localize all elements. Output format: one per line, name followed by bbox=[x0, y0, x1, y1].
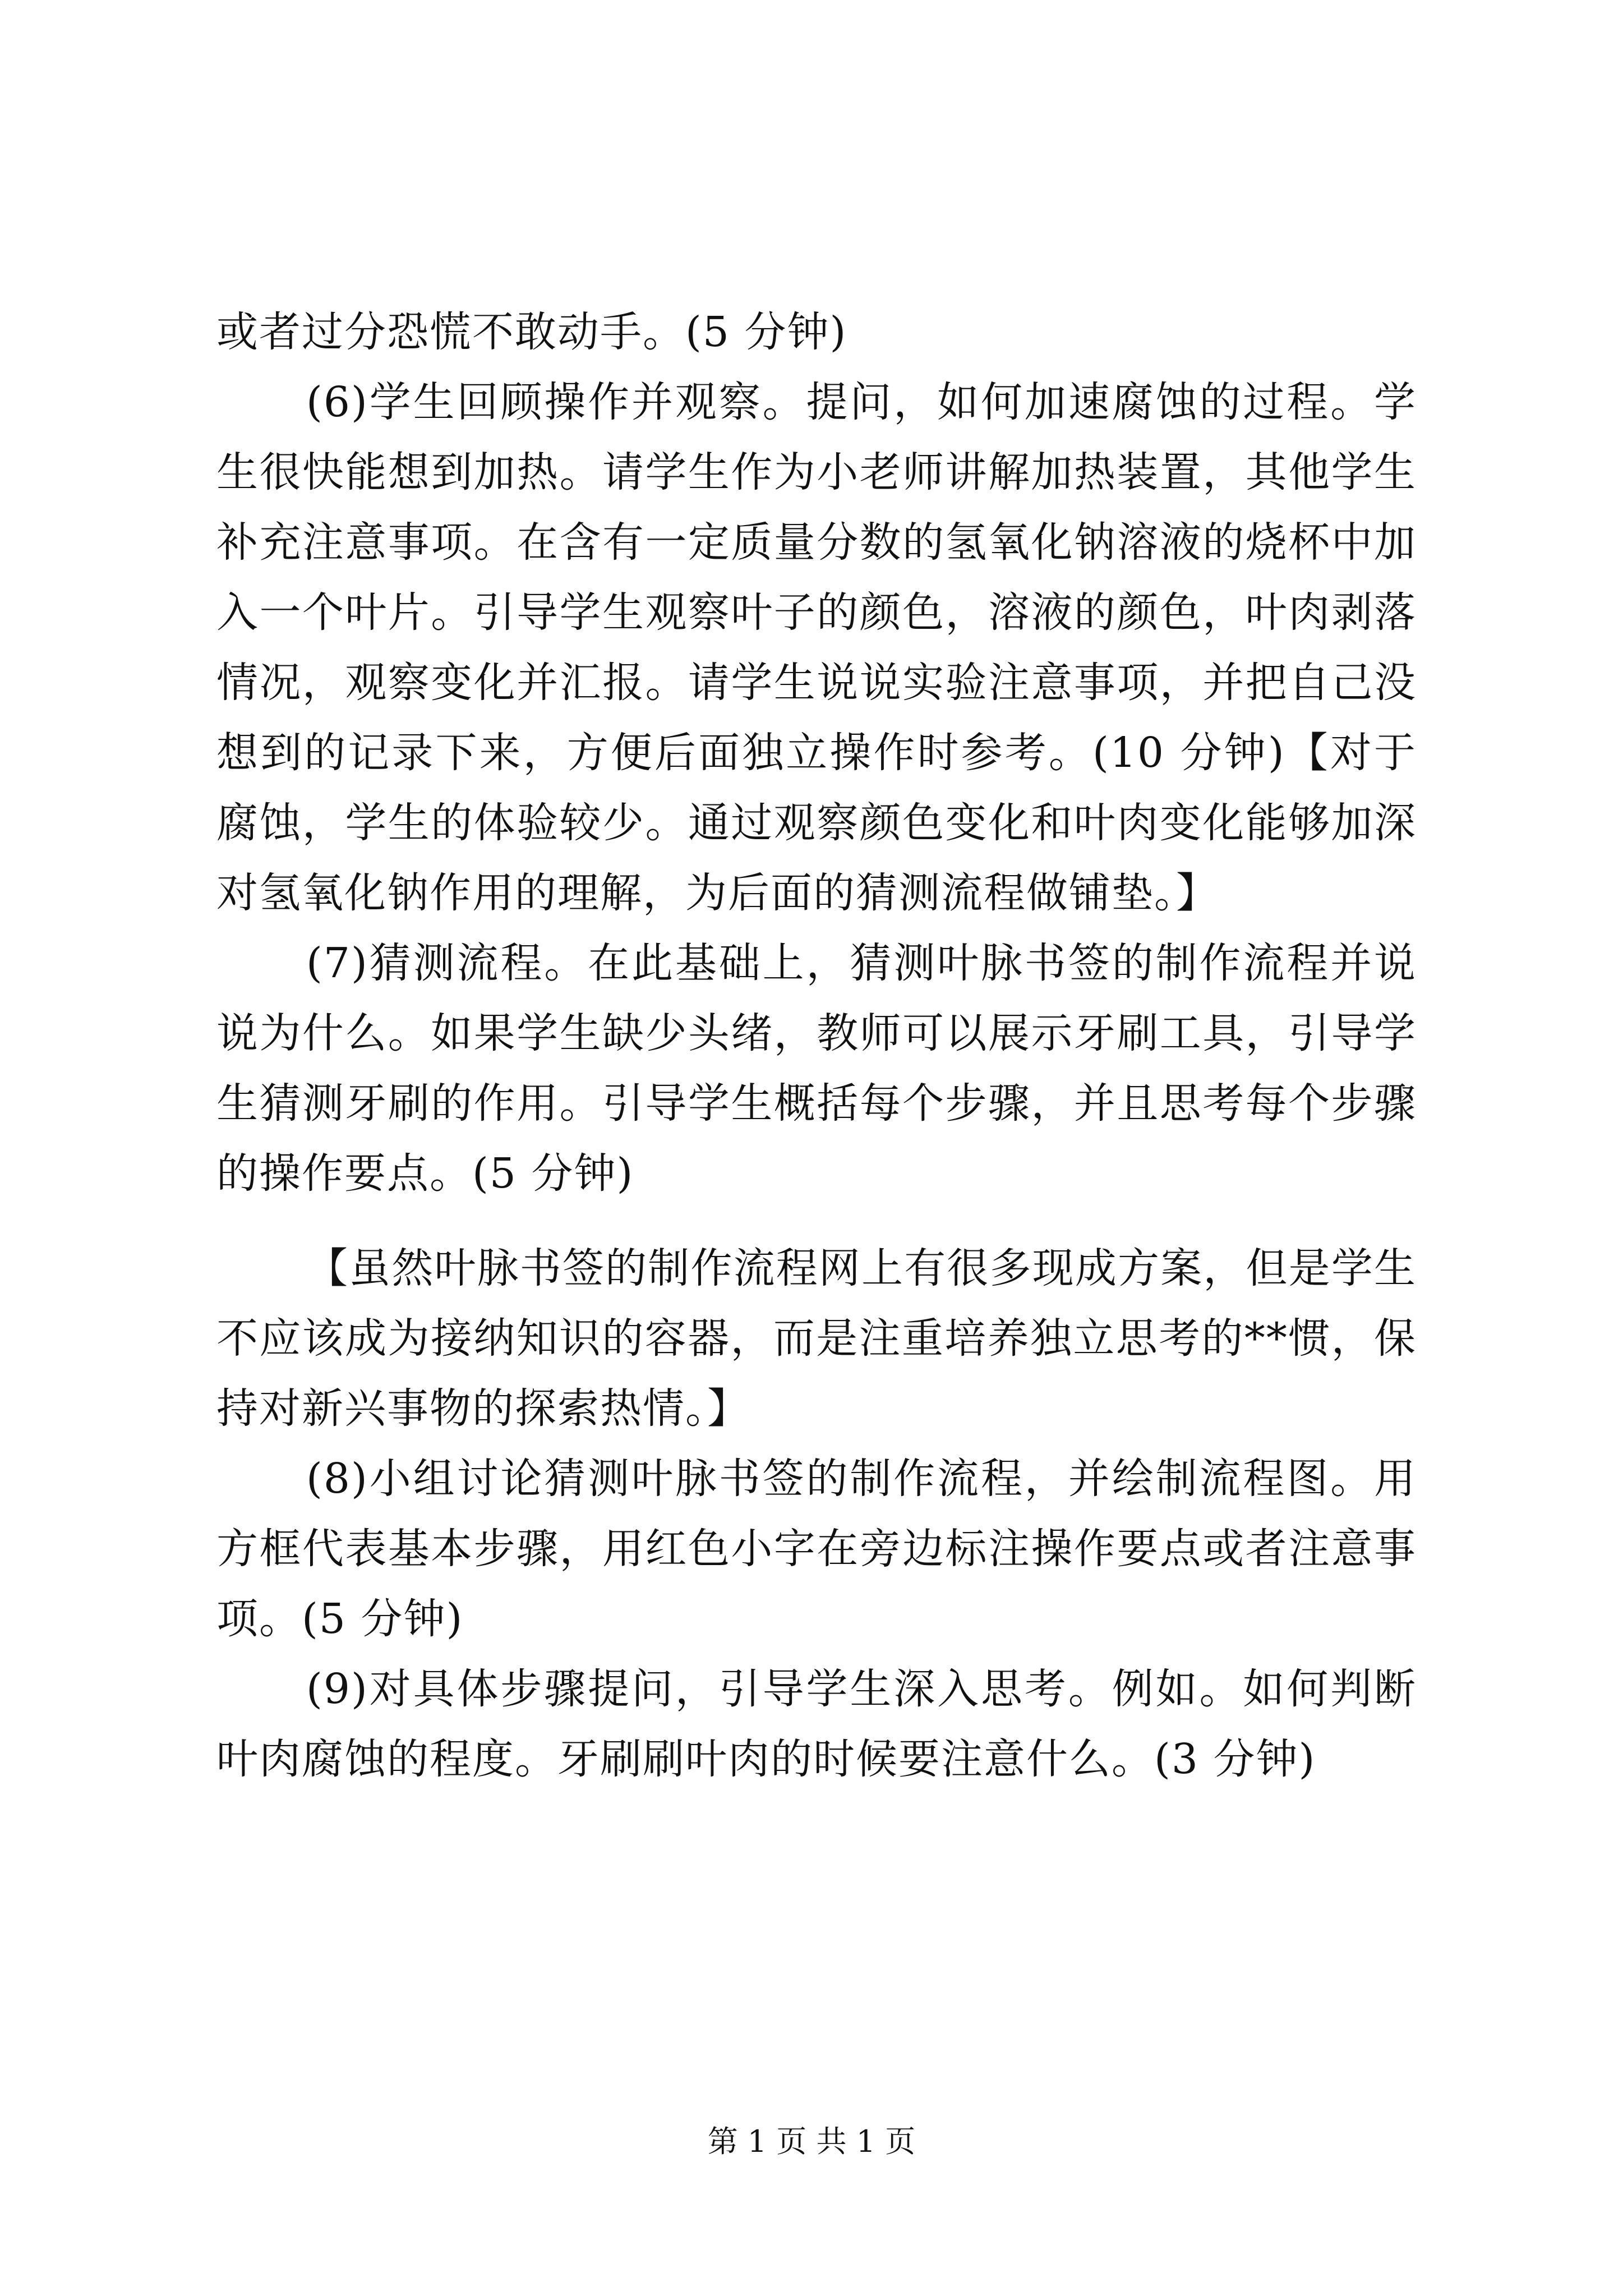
paragraph-step-7: (7)猜测流程。在此基础上，猜测叶脉书签的制作流程并说说为什么。如果学生缺少头绪，教师可以展示牙刷工具，引导学生猜测牙刷的作用。引导学生概括每个步骤，并且思考每个步骤的操作要点。(5 分钟) bbox=[216, 939, 1417, 1198]
paragraph-note: 【虽然叶脉书签的制作流程网上有很多现成方案，但是学生不应该成为接纳知识的容器，而是注重培养独立思考的**惯，保持对新兴事物的探索热情。】 bbox=[216, 1244, 1417, 1433]
paragraph-step-9: (9)对具体步骤提问，引导学生深入思考。例如。如何判断叶肉腐蚀的程度。牙刷刷叶肉的时候要注意什么。(3 分钟) bbox=[216, 1665, 1417, 1783]
paragraph-step-6: (6)学生回顾操作并观察。提问，如何加速腐蚀的过程。学生很快能想到加热。请学生作为小老师讲解加热装置，其他学生补充注意事项。在含有一定质量分数的氢氧化钠溶液的烧杯中加入一个叶片。引导学生观察叶子的颜色，溶液的颜色，叶肉剥落情况，观察变化并汇报。请学生说说实验注意事项，并把自己没想到的记录下来，方便后面独立操作时参考。(10 分钟)【对于腐蚀，学生的体验较少。通过观察颜色变化和叶肉变化能够加深对氢氧化钠作用的理解，为后面的猜测流程做铺垫。】 bbox=[216, 378, 1417, 917]
page-footer: 第 1 页 共 1 页 bbox=[707, 2124, 916, 2159]
paragraph-continuation: 或者过分恐慌不敢动手。(5 分钟) bbox=[216, 308, 847, 356]
paragraph-step-8: (8)小组讨论猜测叶脉书签的制作流程，并绘制流程图。用方框代表基本步骤，用红色小字在旁边标注操作要点或者注意事项。(5 分钟) bbox=[216, 1455, 1417, 1643]
document-body bbox=[216, 297, 1417, 1795]
